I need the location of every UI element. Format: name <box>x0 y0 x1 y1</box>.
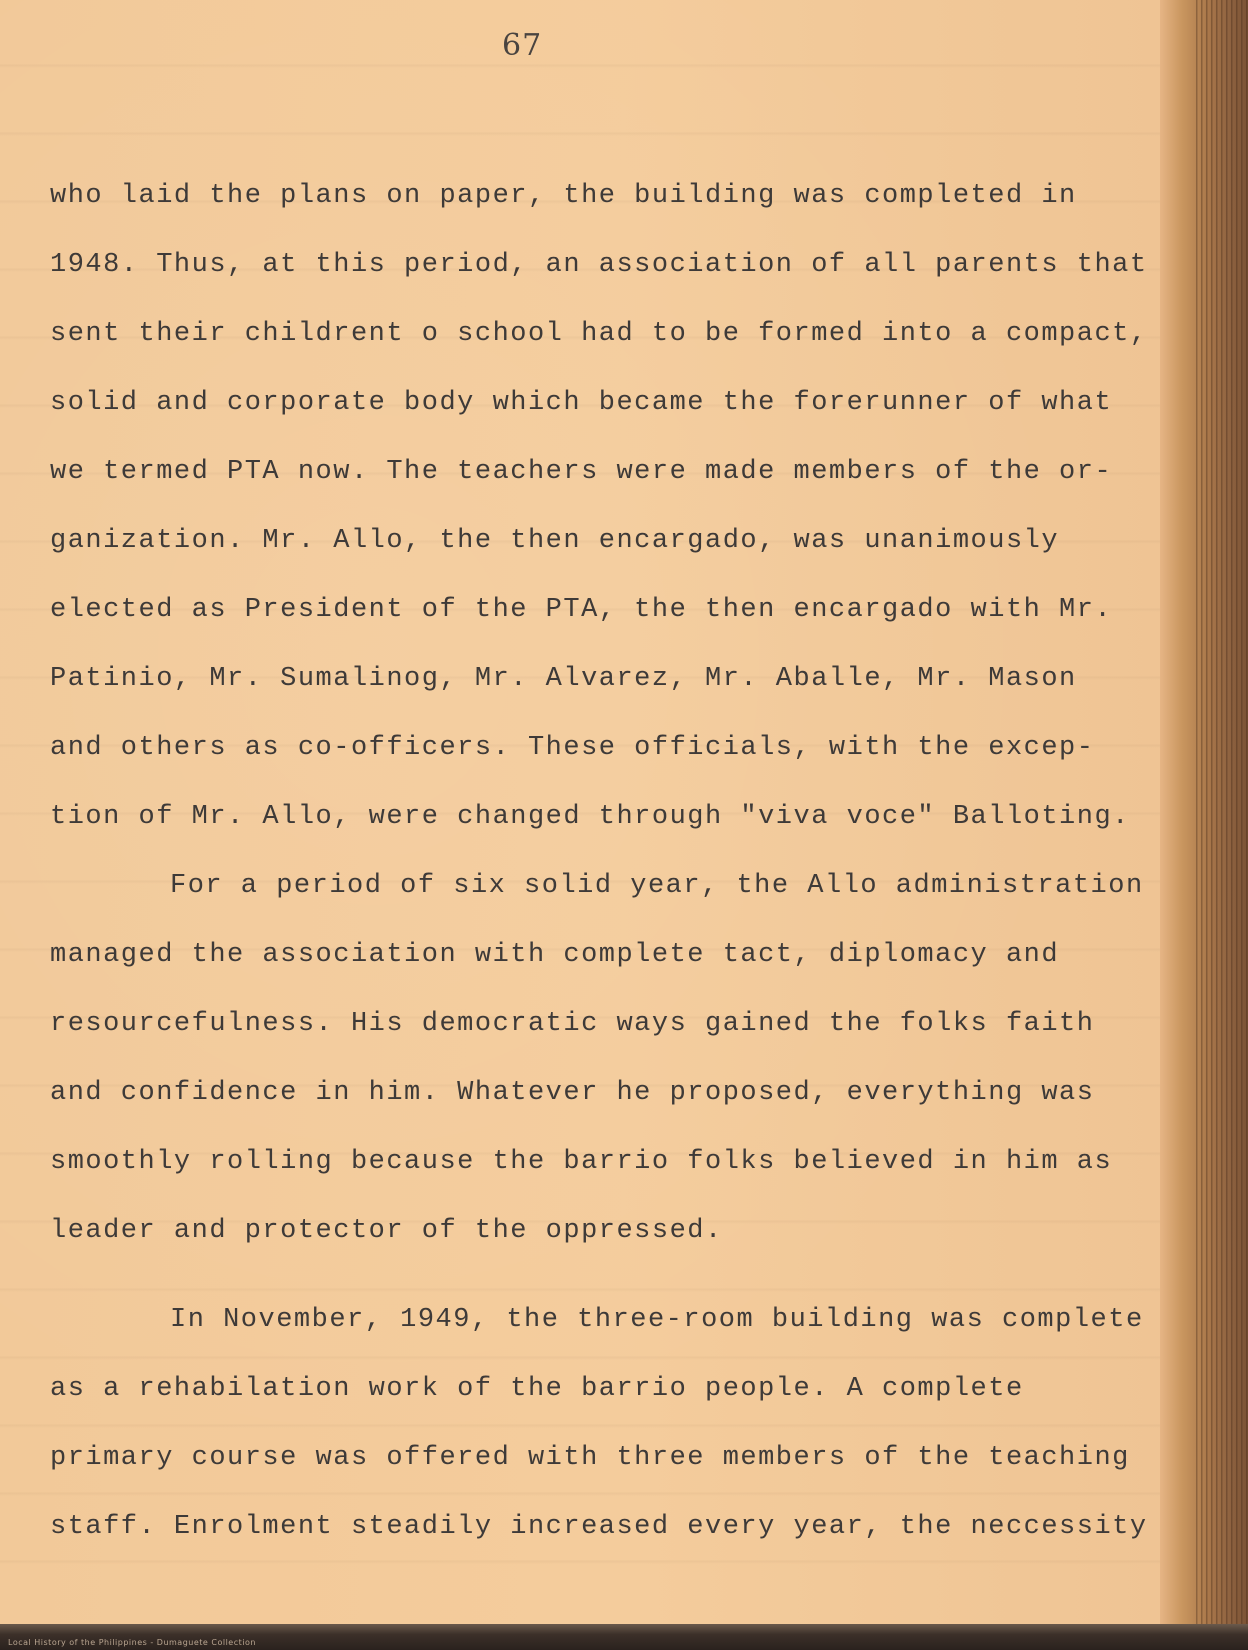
text-line: as a rehabilation work of the barrio people. A complete <box>50 1374 1024 1404</box>
typewritten-body <box>50 162 1170 1562</box>
paragraph-start-line: In November, 1949, the three-room building was complete <box>170 1305 1144 1335</box>
text-line: and others as co-officers. These officials, with the excep- <box>50 733 1095 763</box>
page-number: 67 <box>502 28 543 63</box>
text-line: sent their childrent o school had to be formed into a compact, <box>50 319 1148 349</box>
text-line: primary course was offered with three members of the teaching <box>50 1443 1130 1473</box>
text-line: staff. Enrolment steadily increased every year, the neccessity <box>50 1512 1148 1542</box>
text-line: resourcefulness. His democratic ways gained the folks faith <box>50 1009 1095 1039</box>
text-line: Patinio, Mr. Sumalinog, Mr. Alvarez, Mr. Aballe, Mr. Mason <box>50 664 1077 694</box>
text-line: 1948. Thus, at this period, an association of all parents that <box>50 250 1148 280</box>
text-line: managed the association with complete tact, diplomacy and <box>50 940 1060 970</box>
text-line: and confidence in him. Whatever he proposed, everything was <box>50 1078 1095 1108</box>
text-line: tion of Mr. Allo, were changed through "viva voce" Balloting. <box>50 802 1130 832</box>
text-line: solid and corporate body which became the forerunner of what <box>50 388 1113 418</box>
text-line: ganization. Mr. Allo, the then encargado, was unanimously <box>50 526 1060 556</box>
text-line: leader and protector of the oppressed. <box>50 1216 723 1246</box>
paragraph-start-line: For a period of six solid year, the Allo administration <box>170 871 1144 901</box>
text-line: smoothly rolling because the barrio folks believed in him as <box>50 1147 1113 1177</box>
page-stack-edges <box>1196 0 1248 1650</box>
text-line: elected as President of the PTA, the then encargado with Mr. <box>50 595 1113 625</box>
scan-footer-caption: Local History of the Philippines - Dumaguete Collection <box>8 1638 256 1647</box>
text-line: we termed PTA now. The teachers were made members of the or- <box>50 457 1113 487</box>
text-line: who laid the plans on paper, the building was completed in <box>50 181 1077 211</box>
